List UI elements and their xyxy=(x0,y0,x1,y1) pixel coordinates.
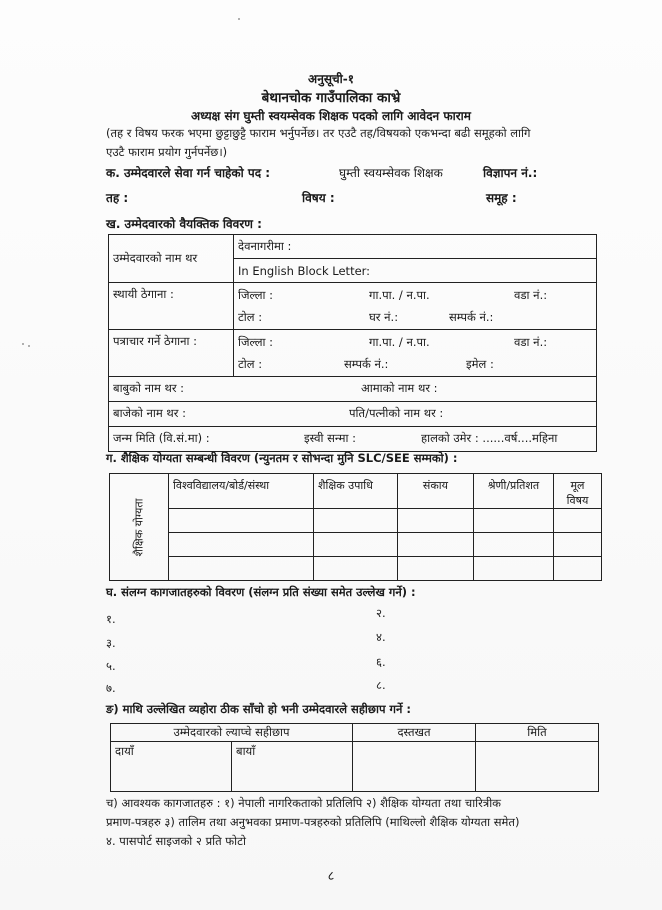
date-box[interactable] xyxy=(476,742,599,792)
edu-row3-subject[interactable] xyxy=(553,557,601,581)
attachment-item-7[interactable]: ७. xyxy=(106,681,116,695)
attachment-item-4[interactable]: ४. xyxy=(376,630,386,644)
col-division: श्रेणी/प्रतिशत xyxy=(473,474,553,509)
level-label: तह : xyxy=(106,191,129,205)
col-major-subject: मूल विषय xyxy=(553,474,601,509)
edu-row2-division[interactable] xyxy=(473,533,553,557)
perm-house-no: घर नं.: xyxy=(369,310,399,324)
form-title: अध्यक्ष संग घुम्ती स्वयम्सेवक शिक्षक पदको लागि आवेदन फाराम xyxy=(191,109,471,123)
edu-row1-division[interactable] xyxy=(473,509,553,533)
birth-date-row[interactable] xyxy=(109,427,597,452)
post-value: घुम्ती स्वयम्सेवक शिक्षक xyxy=(339,166,443,180)
name-label: उम्मेदवारको नाम थर xyxy=(109,235,234,283)
col-faculty: संकाय xyxy=(397,474,473,509)
perm-tole: टोल : xyxy=(238,310,263,324)
attachment-item-3[interactable]: ३. xyxy=(106,636,116,650)
education-side-label-cell xyxy=(110,474,169,581)
edu-row3-division[interactable] xyxy=(473,557,553,581)
mailing-address-cell[interactable] xyxy=(234,330,597,377)
attachment-item-6[interactable]: ६. xyxy=(376,655,386,669)
col-university: विश्वविद्यालय/बोर्ड/संस्था xyxy=(168,474,313,509)
perm-contact-no: सम्पर्क नं.: xyxy=(449,310,494,324)
devanagari-field[interactable]: देवनागरीमा : xyxy=(234,235,597,259)
left-thumb-box[interactable] xyxy=(232,742,353,792)
edu-row2-university[interactable] xyxy=(168,533,313,557)
spouse-name: पति/पत्नीको नाम थर : xyxy=(349,406,444,420)
scan-speck xyxy=(28,345,30,347)
grandfather-spouse-row[interactable] xyxy=(109,402,597,427)
mail-municipality: गा.पा. / न.पा. xyxy=(369,335,430,349)
annex-label: अनुसूची-१ xyxy=(308,72,354,86)
edu-row1-university[interactable] xyxy=(168,509,313,533)
required-docs-line2: प्रमाण-पत्रहरु ३) तालिम तथा अनुभवका प्रमाण-पत्रहरुको प्रतिलिपि (माथिल्लो शैक्षिक योग्यता समेत) xyxy=(106,815,520,829)
dob-bs: जन्म मिति (वि.सं.मा) : xyxy=(113,431,210,445)
edu-row3-university[interactable] xyxy=(168,557,313,581)
thumbprint-header: उम्मेदवारको ल्याप्चे सहीछाप xyxy=(111,724,353,742)
education-side-label: शैक्षिक योग्यता xyxy=(132,498,146,556)
parents-row[interactable] xyxy=(109,377,597,402)
edu-row1-subject[interactable] xyxy=(553,509,601,533)
required-docs-line3: ४. पासपोर्ट साइजको २ प्रति फोटो xyxy=(106,834,246,848)
scan-speck xyxy=(238,18,240,20)
edu-row2-degree[interactable] xyxy=(313,533,397,557)
form-note-line1: (तह र विषय फरक भएमा छुट्टाछुट्टै फाराम भर्नुपर्नेछ। तर एउटै तह/विषयको एकभन्दा बढी समूहको लागि xyxy=(106,126,531,140)
declaration-title: ङ) माथि उल्लेखित व्यहोरा ठीक साँचो हो भनी उम्मेदवारले सहीछाप गर्ने : xyxy=(106,702,411,716)
mother-name: आमाको नाम थर : xyxy=(361,381,438,395)
personal-details-table xyxy=(108,234,597,452)
date-header: मिति xyxy=(476,724,599,742)
permanent-address-label: स्थायी ठेगाना : xyxy=(109,283,234,330)
personal-details-title: ख. उम्मेदवारको वैयक्तिक विवरण : xyxy=(106,217,262,231)
permanent-address-cell[interactable] xyxy=(234,283,597,330)
mail-email: इमेल : xyxy=(466,357,494,371)
page-number: ८ xyxy=(327,869,335,884)
mail-ward: वडा नं.: xyxy=(514,335,548,349)
edu-row2-faculty[interactable] xyxy=(397,533,473,557)
mailing-address-label: पत्राचार गर्ने ठेगाना : xyxy=(109,330,234,377)
mail-contact-no: सम्पर्क नं.: xyxy=(344,357,389,371)
col-degree: शैक्षिक उपाधि xyxy=(313,474,397,509)
required-docs-line1: च) आवश्यक कागजातहरु : १) नेपाली नागरिकताको प्रतिलिपि २) शैक्षिक योग्यता तथा चारित्रीक xyxy=(106,796,502,810)
group-label: समूह : xyxy=(486,191,517,205)
mail-district: जिल्ला : xyxy=(238,335,274,349)
perm-district: जिल्ला : xyxy=(238,288,274,302)
signature-table xyxy=(110,723,599,792)
attachment-item-5[interactable]: ५. xyxy=(106,659,116,673)
english-name-field[interactable]: In English Block Letter: xyxy=(234,259,597,283)
education-table xyxy=(109,473,602,581)
advert-no-label: विज्ञापन नं.: xyxy=(483,166,538,180)
mail-tole: टोल : xyxy=(238,357,263,371)
edu-row3-degree[interactable] xyxy=(313,557,397,581)
edu-row3-faculty[interactable] xyxy=(397,557,473,581)
subject-label: विषय : xyxy=(302,191,335,205)
grandfather-name: बाजेको नाम थर : xyxy=(113,406,187,420)
office-name: बेथानचोक गाउँपालिका काभ्रे xyxy=(261,90,401,106)
dob-ad: इस्वी सन्मा : xyxy=(304,431,356,445)
right-thumb-box[interactable] xyxy=(111,742,232,792)
edu-row1-degree[interactable] xyxy=(313,509,397,533)
perm-ward: वडा नं.: xyxy=(514,288,548,302)
right-thumb-label: दायाँ xyxy=(115,744,134,758)
edu-row1-faculty[interactable] xyxy=(397,509,473,533)
scan-speck xyxy=(22,343,24,345)
post-label: क. उम्मेदवारले सेवा गर्न चाहेको पद : xyxy=(106,166,271,180)
father-name: बाबुको नाम थर : xyxy=(113,381,185,395)
attachments-title: घ. संलग्न कागजातहरुको विवरण (संलग्न प्रति संख्या समेत उल्लेख गर्ने) : xyxy=(106,585,416,599)
attachment-item-1[interactable]: १. xyxy=(106,612,116,626)
signature-box[interactable] xyxy=(353,742,476,792)
left-thumb-label: बायाँ xyxy=(236,744,256,758)
attachment-item-2[interactable]: २. xyxy=(376,606,386,620)
signature-header: दस्तखत xyxy=(353,724,476,742)
form-note-line2: एउटै फाराम प्रयोग गुर्नपर्नेछ।) xyxy=(106,145,228,159)
attachment-item-8[interactable]: ८. xyxy=(376,678,386,692)
perm-municipality: गा.पा. / न.पा. xyxy=(369,288,430,302)
education-title: ग. शैक्षिक योग्यता सम्बन्धी विवरण (न्युनतम र सोभन्दा मुनि SLC/SEE सम्मको) : xyxy=(106,451,458,465)
current-age: हालको उमेर : ......वर्ष....महिना xyxy=(421,431,558,445)
edu-row2-subject[interactable] xyxy=(553,533,601,557)
